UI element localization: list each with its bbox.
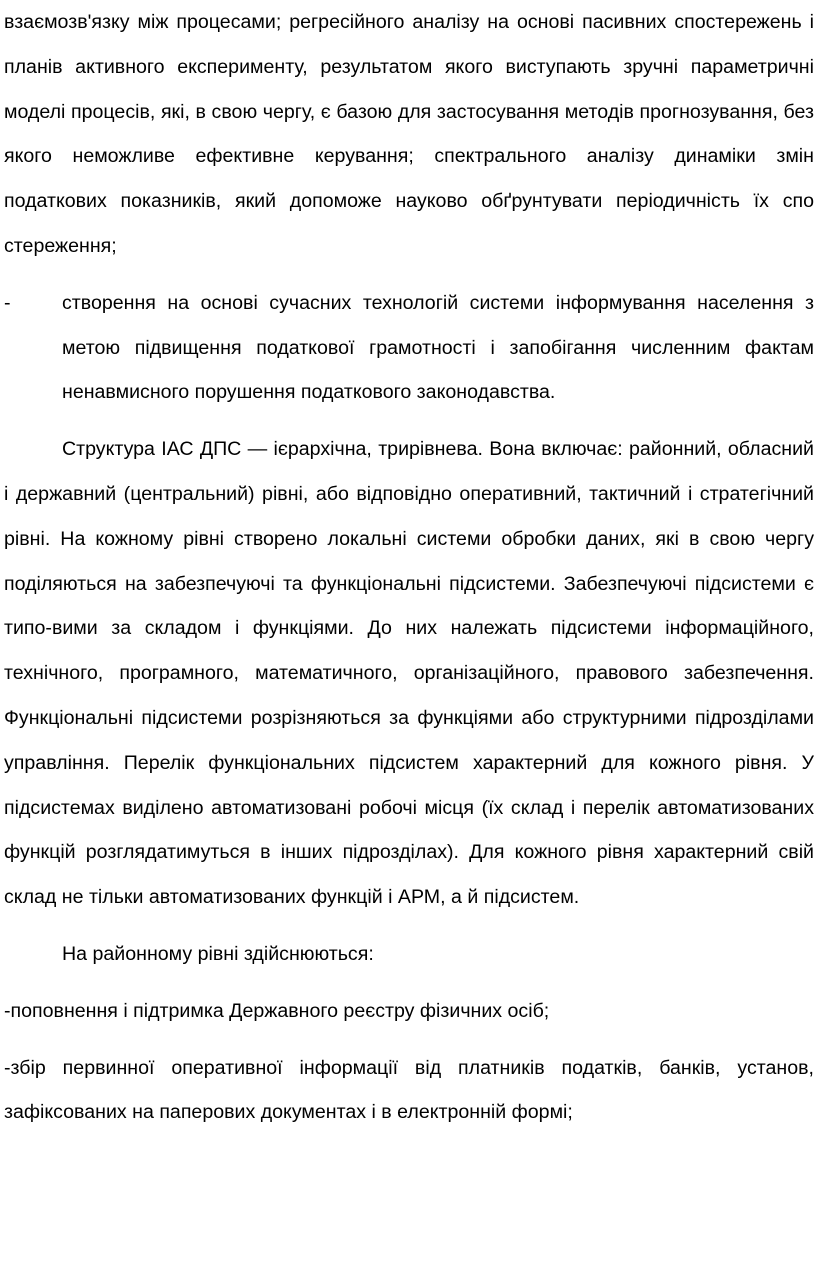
document-page — [4, 0, 814, 1135]
list-item-text: створення на основі сучасних технологій системи інформування населення з метою підвищення податкової грамотності і запобігання численним фактам ненавмисного порушення податкового законодавства. — [62, 291, 814, 404]
paragraph-structure: Структура ІАС ДПС — ієрархічна, трирівнева. Вона включає: районний, обласний і державний (центральний) рівні, або відповідно оперативний, тактичний і стратегічний рівні. На кожному рівні створено локальні системи обробки даних, які в свою чергу поділяються на забезпечуючі та функціональні підсистеми. Забезпечуючі підсистеми є типо-вими за складом і функціями. До них належать підсистеми інформаційного, технічного, програмного, математичного, організаційного, правового забезпечення. Функціональні підсистеми розрізняються за функціями або структурними підрозділами управління. Перелік функціональних підсистем характерний для кожного рівня. У підсистемах виділено автоматизовані робочі місця (їх склад і перелік автоматизованих функцій розглядатимуться в інших підрозділах). Для кожного рівня характерний свій склад не тільки автоматизованих функцій і АРМ, а й підсистем. — [4, 438, 814, 909]
paragraph-analysis-methods: взаємозв'язку між процесами; регресійного аналізу на основі пасивних спостережень і планів активного експерименту, результатом якого виступають зручні параметричні моделі процесів, які, в свою чергу, є базою для застосування методів прогнозування, без якого неможливе ефективне керування; спектрального аналізу динаміки змін податкових показників, який допоможе науково обґрунтувати періодичність їх спо стереження; — [4, 11, 814, 257]
paragraph-district-level: На районному рівні здійснюються: — [62, 942, 374, 965]
paragraph-registry: -поповнення і підтримка Державного реєстру фізичних осіб; — [4, 999, 550, 1022]
list-item-first-line — [4, 281, 814, 415]
list-dash: - — [4, 291, 11, 314]
paragraph-data-collection: -збір первинної оперативної інформації від платників податків, банків, установ, зафіксованих на паперових документах і в електронній формі; — [4, 1056, 814, 1124]
list-item-information-system — [4, 281, 814, 415]
